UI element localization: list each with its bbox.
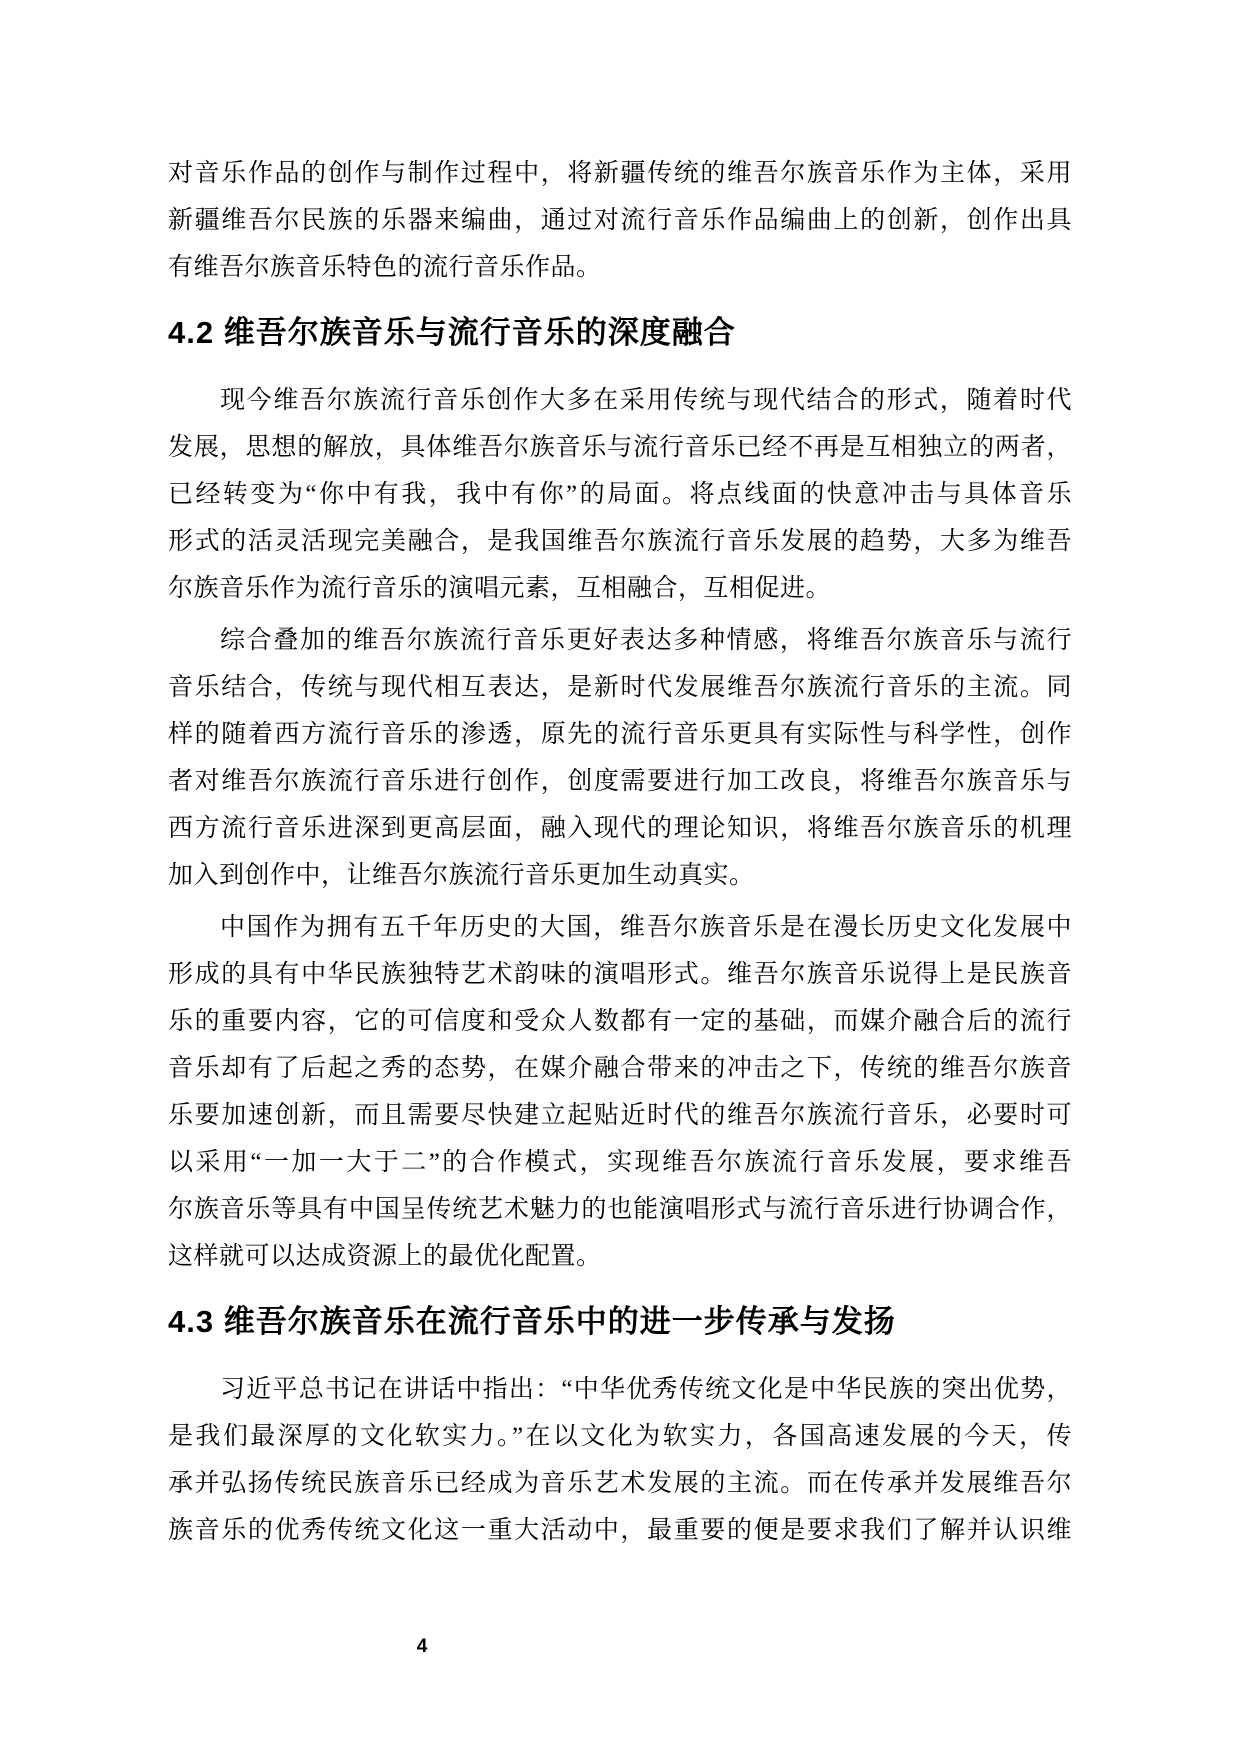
text-line: 有维吾尔族音乐特色的流行音乐作品。	[168, 254, 602, 281]
text-line: 样的随着西方流行音乐的渗透，原先的流行音乐更具有实际性与科学性，创作	[168, 721, 1072, 748]
text-line: 这样就可以达成资源上的最优化配置。	[168, 1243, 602, 1270]
paragraph	[168, 150, 1072, 291]
text-line: 音乐结合，传统与现代相互表达，是新时代发展维吾尔族流行音乐的主流。同	[168, 674, 1072, 701]
text-line: 尔族音乐等具有中国呈传统艺术魅力的也能演唱形式与流行音乐进行协调合作，	[168, 1196, 1072, 1223]
text-line: 现今维吾尔族流行音乐创作大多在采用传统与现代结合的形式，随着时代	[220, 387, 1072, 414]
text-line: 对音乐作品的创作与制作过程中，将新疆传统的维吾尔族音乐作为主体，采用	[168, 160, 1072, 187]
paragraph	[168, 1366, 1072, 1554]
text-line: 以采用“一加一大于二”的合作模式，实现维吾尔族流行音乐发展，要求维吾	[168, 1149, 1072, 1176]
text-line: 尔族音乐作为流行音乐的演唱元素，互相融合，互相促进。	[168, 575, 832, 602]
paragraph	[168, 904, 1072, 1280]
text-line: 新疆维吾尔民族的乐器来编曲，通过对流行音乐作品编曲上的创新，创作出具	[168, 207, 1072, 234]
text-line: 是我们最深厚的文化软实力。”在以文化为软实力，各国高速发展的今天，传	[168, 1423, 1072, 1450]
page-number: 4	[416, 1636, 428, 1657]
paragraph	[168, 377, 1072, 612]
text-line: 者对维吾尔族流行音乐进行创作，创度需要进行加工改良，将维吾尔族音乐与	[168, 768, 1072, 795]
page-body	[168, 0, 1072, 1559]
text-line: 已经转变为“你中有我，我中有你”的局面。将点线面的快意冲击与具体音乐	[168, 481, 1072, 508]
section-heading: 4.3 维吾尔族音乐在流行音乐中的进一步传承与发扬	[168, 1304, 896, 1339]
paragraph	[168, 617, 1072, 899]
text-line: 形式的活灵活现完美融合，是我国维吾尔族流行音乐发展的趋势，大多为维吾	[168, 528, 1072, 555]
text-line: 加入到创作中，让维吾尔族流行音乐更加生动真实。	[168, 862, 755, 889]
text-line: 中国作为拥有五千年历史的大国，维吾尔族音乐是在漫长历史文化发展中	[220, 914, 1072, 941]
text-line: 发展，思想的解放，具体维吾尔族音乐与流行音乐已经不再是互相独立的两者，	[168, 434, 1072, 461]
text-line: 西方流行音乐进深到更高层面，融入现代的理论知识，将维吾尔族音乐的机理	[168, 815, 1072, 842]
text-line: 形成的具有中华民族独特艺术韵味的演唱形式。维吾尔族音乐说得上是民族音	[168, 961, 1072, 988]
text-line: 承并弘扬传统民族音乐已经成为音乐艺术发展的主流。而在传承并发展维吾尔	[168, 1470, 1072, 1497]
text-line: 族音乐的优秀传统文化这一重大活动中，最重要的便是要求我们了解并认识维	[168, 1517, 1072, 1544]
text-line: 习近平总书记在讲话中指出：“中华优秀传统文化是中华民族的突出优势，	[220, 1376, 1072, 1403]
text-line: 综合叠加的维吾尔族流行音乐更好表达多种情感，将维吾尔族音乐与流行	[220, 627, 1072, 654]
text-line: 乐的重要内容，它的可信度和受众人数都有一定的基础，而媒介融合后的流行	[168, 1008, 1072, 1035]
section-heading: 4.2 维吾尔族音乐与流行音乐的深度融合	[168, 315, 736, 350]
text-line: 乐要加速创新，而且需要尽快建立起贴近时代的维吾尔族流行音乐，必要时可	[168, 1102, 1072, 1129]
text-line: 音乐却有了后起之秀的态势，在媒介融合带来的冲击之下，传统的维吾尔族音	[168, 1055, 1072, 1082]
